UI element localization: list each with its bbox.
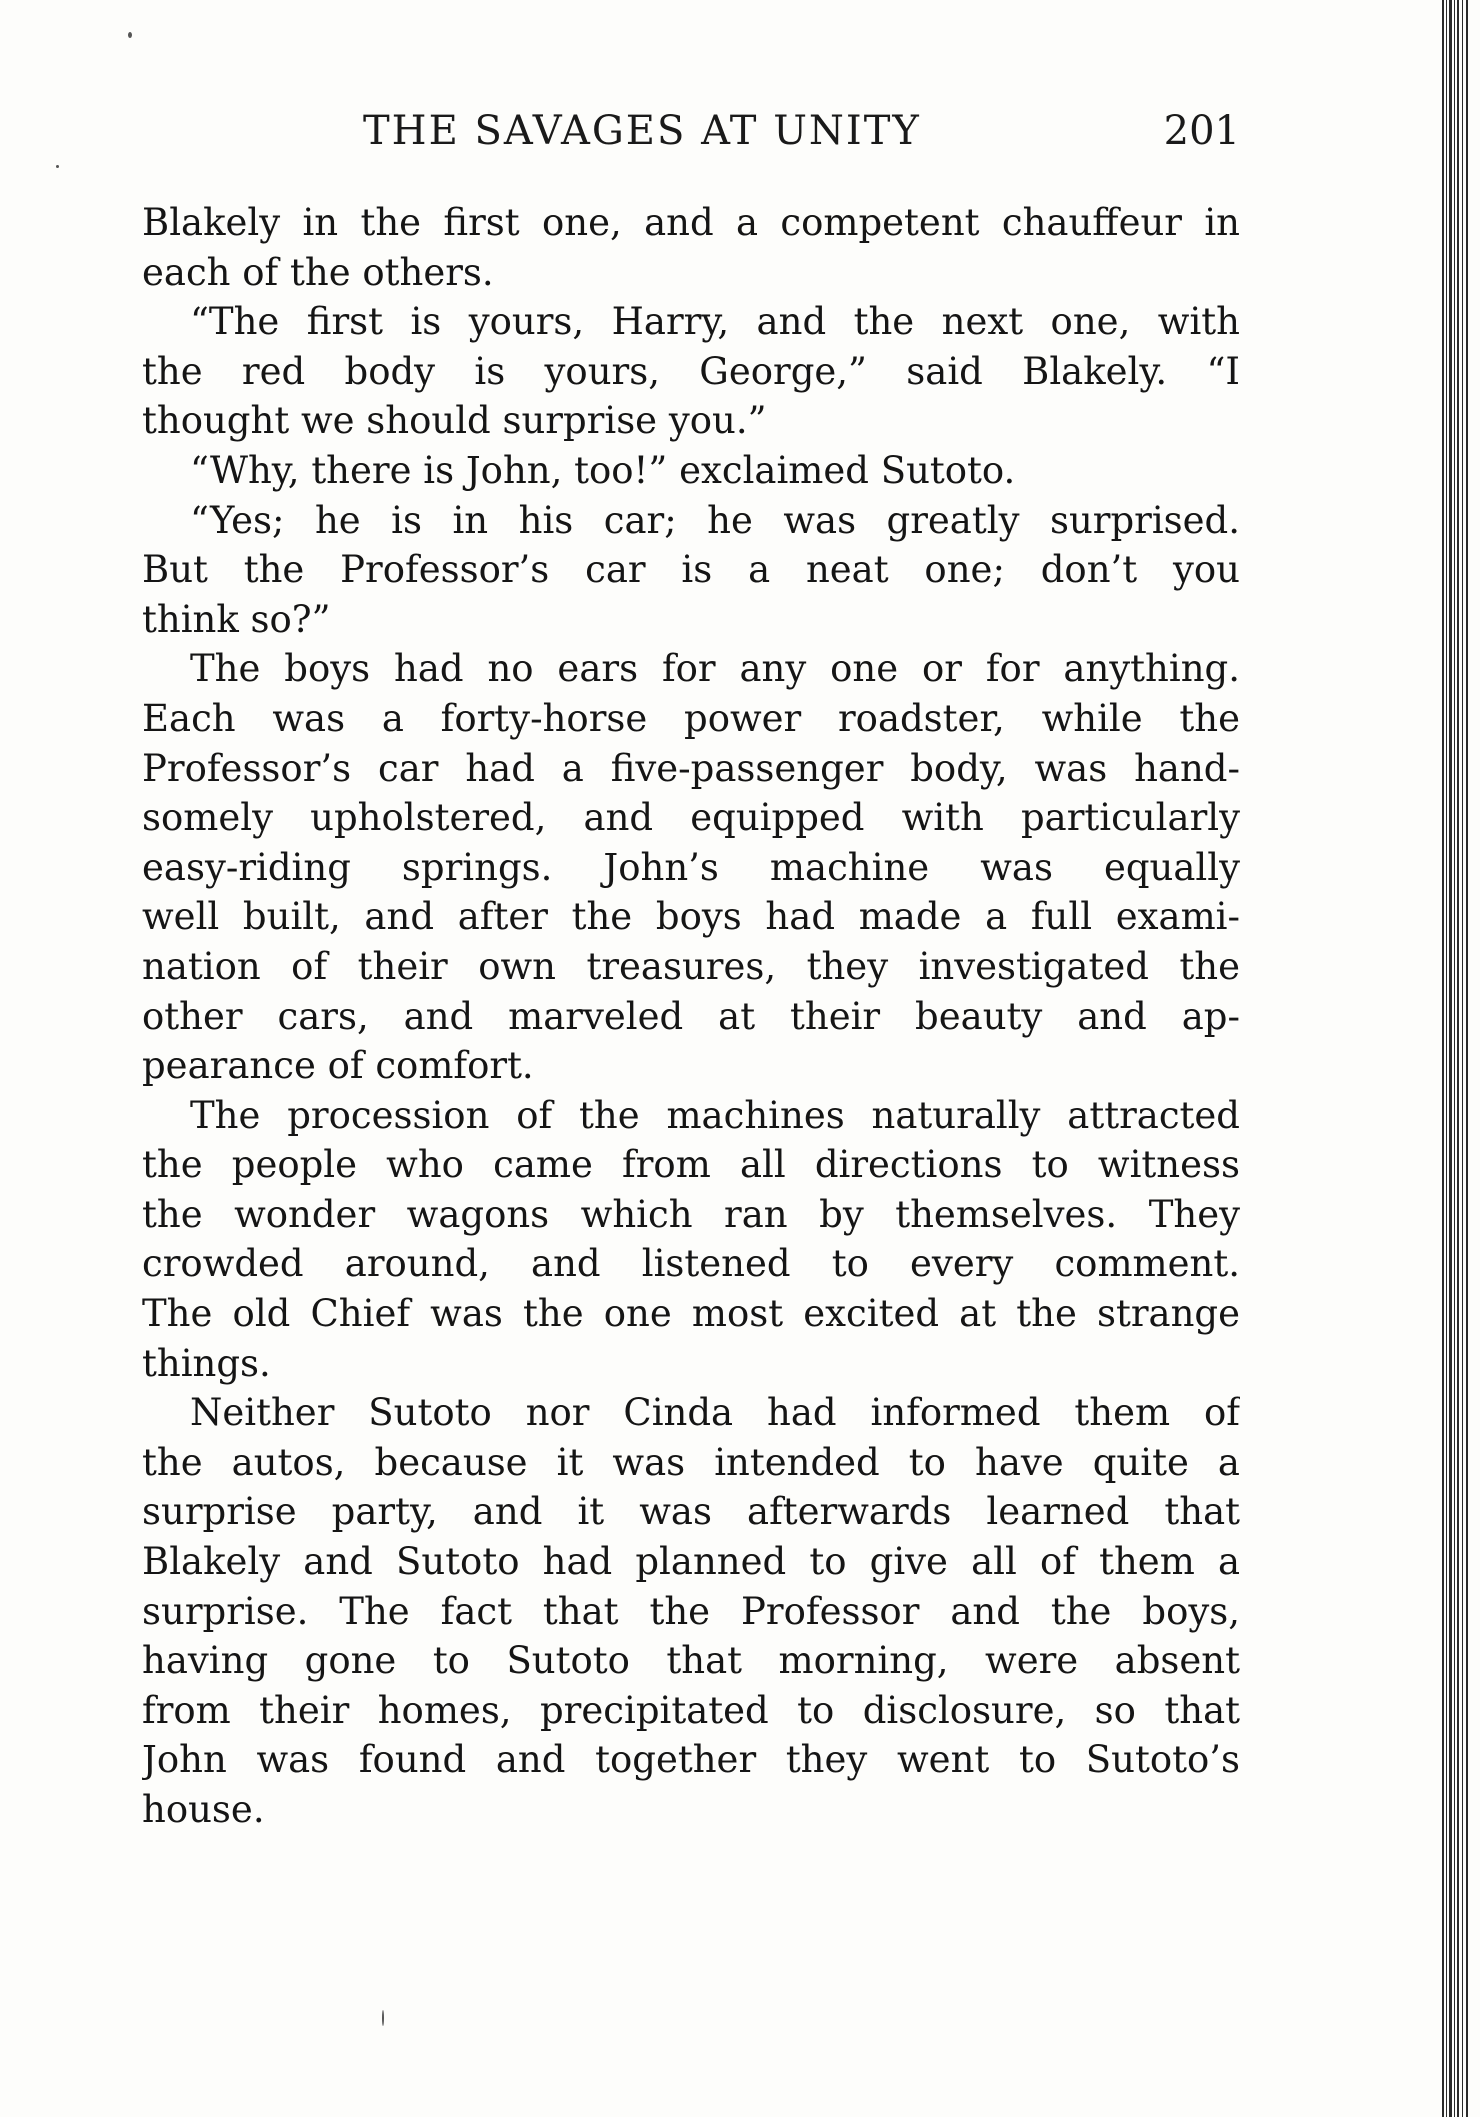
- text-line: the red body is yours, George,” said Blakely. “I: [142, 349, 1240, 393]
- text-line: pearance of comfort.: [142, 1044, 534, 1088]
- running-header: [142, 106, 1240, 156]
- text-line: Neither Sutoto nor Cinda had informed them of: [190, 1391, 1240, 1435]
- text-line: The old Chief was the one most excited at the strange: [142, 1292, 1240, 1336]
- text-line: each of the others.: [142, 250, 494, 294]
- text-line: other cars, and marveled at their beauty and ap-: [142, 994, 1240, 1038]
- text-line: “The first is yours, Harry, and the next one, with: [190, 300, 1240, 344]
- page-binding-edge: [1440, 0, 1480, 2117]
- text-line: John was found and together they went to Sutoto’s: [142, 1738, 1240, 1782]
- text-line: things.: [142, 1341, 271, 1385]
- text-line: somely upholstered, and equipped with particularly: [142, 796, 1240, 840]
- text-line: “Yes; he is in his car; he was greatly surprised.: [190, 498, 1240, 542]
- ink-speck: [128, 32, 132, 38]
- body-text: [142, 198, 1240, 1835]
- text-line: the wonder wagons which ran by themselves. They: [142, 1192, 1240, 1236]
- text-line: “Why, there is John, too!” exclaimed Sutoto.: [190, 448, 1016, 492]
- text-line: crowded around, and listened to every comment.: [142, 1242, 1240, 1286]
- text-line: easy-riding springs. John’s machine was equally: [142, 845, 1240, 889]
- text-line: having gone to Sutoto that morning, were absent: [142, 1639, 1240, 1683]
- text-line: Blakely in the first one, and a competent chauffeur in: [142, 201, 1240, 244]
- text-line: Each was a forty-horse power roadster, while the: [142, 696, 1240, 740]
- text-line: think so?”: [142, 597, 331, 641]
- text-line: But the Professor’s car is a neat one; don’t you: [142, 548, 1240, 592]
- text-line: Blakely and Sutoto had planned to give all of them a: [142, 1540, 1240, 1584]
- text-line: thought we should surprise you.”: [142, 399, 767, 443]
- text-line: nation of their own treasures, they investigated the: [142, 944, 1240, 988]
- text-line: house.: [142, 1788, 265, 1831]
- running-title: THE SAVAGES AT UNITY: [363, 108, 921, 154]
- text-line: Professor’s car had a five-passenger body, was hand-: [142, 746, 1240, 790]
- ink-speck: [382, 2010, 384, 2026]
- page-number: 201: [1163, 108, 1240, 154]
- text-line: well built, and after the boys had made a full exami-: [142, 895, 1240, 939]
- text-line: from their homes, precipitated to disclosure, so that: [142, 1688, 1240, 1732]
- text-line: surprise. The fact that the Professor and the boys,: [142, 1589, 1240, 1633]
- text-line: the autos, because it was intended to have quite a: [142, 1440, 1240, 1484]
- text-line: The procession of the machines naturally attracted: [190, 1093, 1240, 1137]
- text-line: the people who came from all directions to witness: [142, 1143, 1240, 1187]
- text-line: The boys had no ears for any one or for anything.: [190, 647, 1240, 691]
- text-line: surprise party, and it was afterwards learned that: [142, 1490, 1240, 1534]
- ink-speck: [56, 165, 59, 168]
